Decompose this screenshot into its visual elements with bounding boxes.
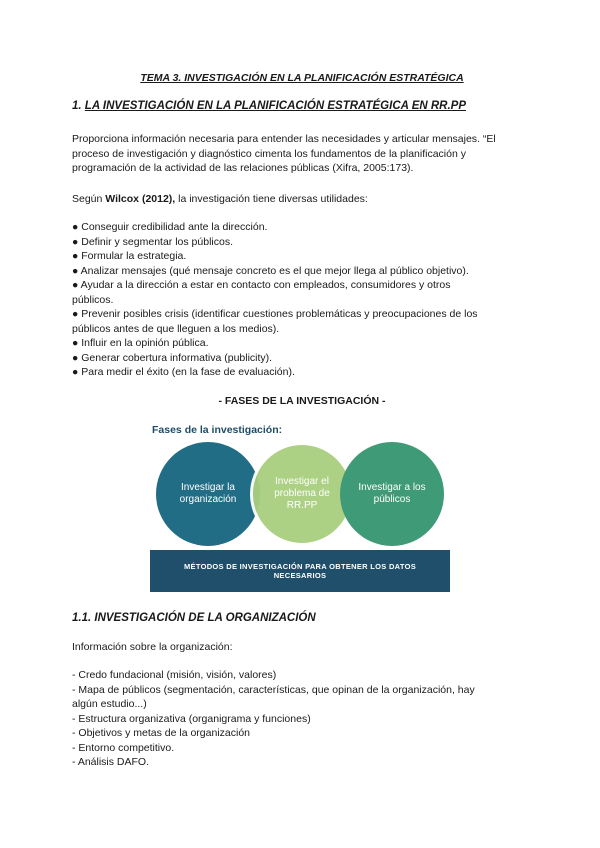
wilcox-citation: Wilcox (2012), [105, 193, 176, 205]
organization-info-list [72, 668, 532, 770]
diagram-title: Fases de la investigación: [152, 424, 283, 436]
phase-circle-organization: Investigar la organización [156, 442, 260, 546]
list-item: ● Formular la estrategia. [72, 250, 187, 262]
document-title: TEMA 3. INVESTIGACIÓN EN LA PLANIFICACIÓN ESTRATÉGICA [140, 72, 464, 84]
methods-bar: MÉTODOS DE INVESTIGACIÓN PARA OBTENER LOS DATOS NECESARIOS [150, 550, 450, 592]
section-1-1-heading: 1.1. INVESTIGACIÓN DE LA ORGANIZACIÓN [72, 612, 316, 624]
section-1-heading [72, 100, 466, 112]
phases-heading: - FASES DE LA INVESTIGACIÓN - [218, 395, 386, 407]
list-item: públicos. [72, 293, 114, 306]
phase-circle-problem: Investigar el problema de RR.PP [250, 442, 354, 546]
list-item: públicos antes de que lleguen a los medios). [72, 322, 280, 335]
intro-line: Proporciona información necesaria para entender las necesidades y articular mensajes. “El [72, 133, 496, 145]
list-item: ● Conseguir credibilidad ante la dirección. [72, 221, 268, 233]
section-1-intro [72, 132, 532, 176]
list-item: - Análisis DAFO. [72, 756, 150, 768]
section-1-1-intro: Información sobre la organización: [72, 641, 233, 653]
list-item: ● Definir y segmentar los públicos. [72, 235, 233, 248]
wilcox-paragraph [72, 192, 532, 207]
wilcox-prefix: Según [72, 193, 106, 205]
list-item: ● Influir en la opinión pública. [72, 337, 209, 349]
wilcox-suffix: la investigación tiene diversas utilidades: [175, 193, 368, 205]
list-item: - Objetivos y metas de la organización [72, 727, 251, 739]
list-item: algún estudio...) [72, 698, 147, 710]
list-item: ● Prevenir posibles crisis (identificar cuestiones problemáticas y preocupaciones de los [72, 308, 478, 320]
list-item: - Mapa de públicos (segmentación, características, que opinan de la organización, hay [72, 683, 475, 696]
list-item: ● Ayudar a la dirección a estar en contacto con empleados, consumidores y otros [72, 279, 451, 291]
intro-line: proceso de investigación y diagnóstico cimenta los fundamentos de la planificación y [72, 147, 466, 160]
list-item: - Estructura organizativa (organigrama y funciones) [72, 712, 311, 725]
section-1-number: 1. [72, 100, 85, 112]
list-item: ● Para medir el éxito (en la fase de evaluación). [72, 366, 295, 378]
phases-diagram [150, 422, 460, 592]
list-item: - Credo fundacional (misión, visión, valores) [72, 669, 277, 681]
list-item: ● Generar cobertura informativa (publicity). [72, 351, 273, 364]
list-item: - Entorno competitivo. [72, 741, 175, 754]
intro-line: programación de la actividad de las relaciones públicas (Xifra, 2005:173). [72, 162, 414, 174]
utilities-list [72, 220, 532, 380]
section-1-title: LA INVESTIGACIÓN EN LA PLANIFICACIÓN ESTRATÉGICA EN RR.PP [84, 100, 467, 112]
list-item: ● Analizar mensajes (qué mensaje concreto es el que mejor llega al público objetivo). [72, 264, 469, 277]
phase-circle-publics: Investigar a los públicos [340, 442, 444, 546]
